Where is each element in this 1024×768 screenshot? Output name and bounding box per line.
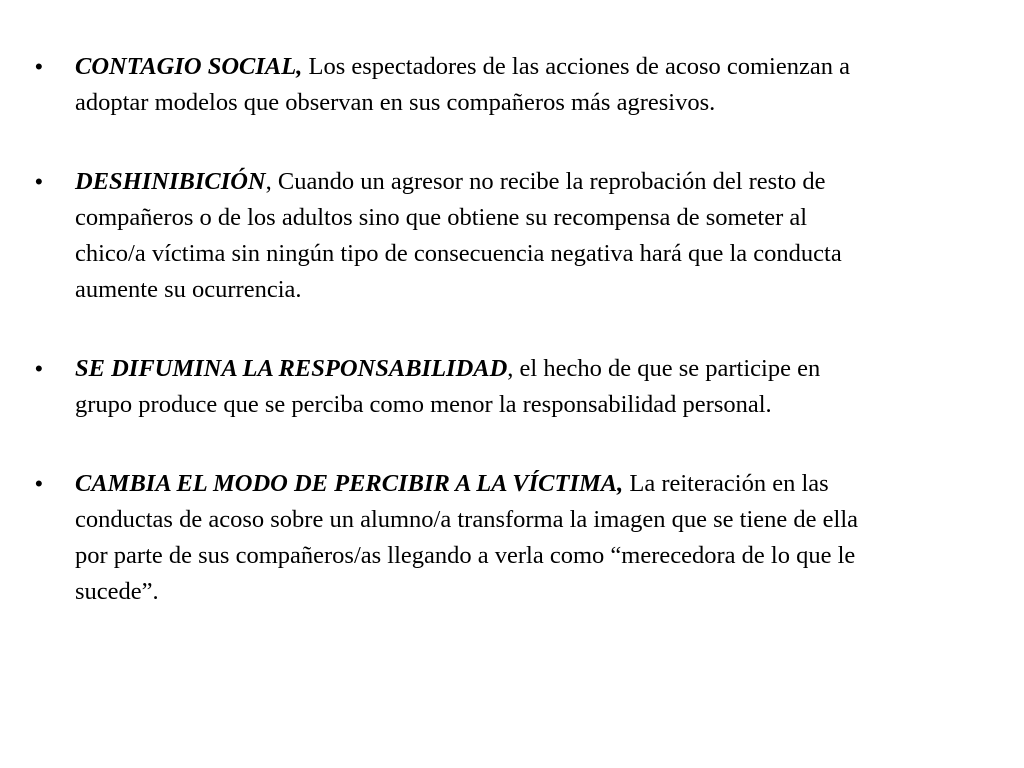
bullet-icon: • [35,471,43,496]
bullet-icon: • [35,54,43,79]
bullet-text: Los espectadores de las acciones de acoso comienzan a adoptar modelos que observan en sus compañeros más agresivos. [75,53,850,116]
bullet-term-suffix: , [617,470,624,497]
bullet-text: , el hecho de que se participe en grupo produce que se perciba como menor la responsabilidad personal. [75,355,821,418]
bullet-item-cambia-modo-percibir [35,466,865,610]
bullet-list [35,49,865,610]
bullet-icon: • [35,356,43,381]
bullet-text: La reiteración en las conductas de acoso sobre un alumno/a transforma la imagen que se tiene de ella por parte de sus compañeros/as llegando a verla como “merecedora de lo que le sucede”. [75,470,859,605]
bullet-item-difumina-responsabilidad [35,351,865,423]
bullet-item-deshinibicion [35,164,865,308]
bullet-term: CONTAGIO SOCIAL [75,53,297,80]
bullet-term-suffix: , [296,53,303,80]
bullet-icon: • [35,169,43,194]
bullet-term: CAMBIA EL MODO DE PERCIBIR A LA VÍCTIMA [75,470,618,497]
bullet-item-contagio-social [35,49,865,121]
bullet-term: DESHINIBICIÓN [75,168,266,195]
bullet-text: , Cuando un agresor no recibe la reprobación del resto de compañeros o de los adultos sino que obtiene su recompensa de someter al chico/a víctima sin ningún tipo de consecuencia negativa hará que la conducta aumente su ocurrencia. [75,168,842,303]
bullet-term: SE DIFUMINA LA RESPONSABILIDAD [75,355,508,382]
